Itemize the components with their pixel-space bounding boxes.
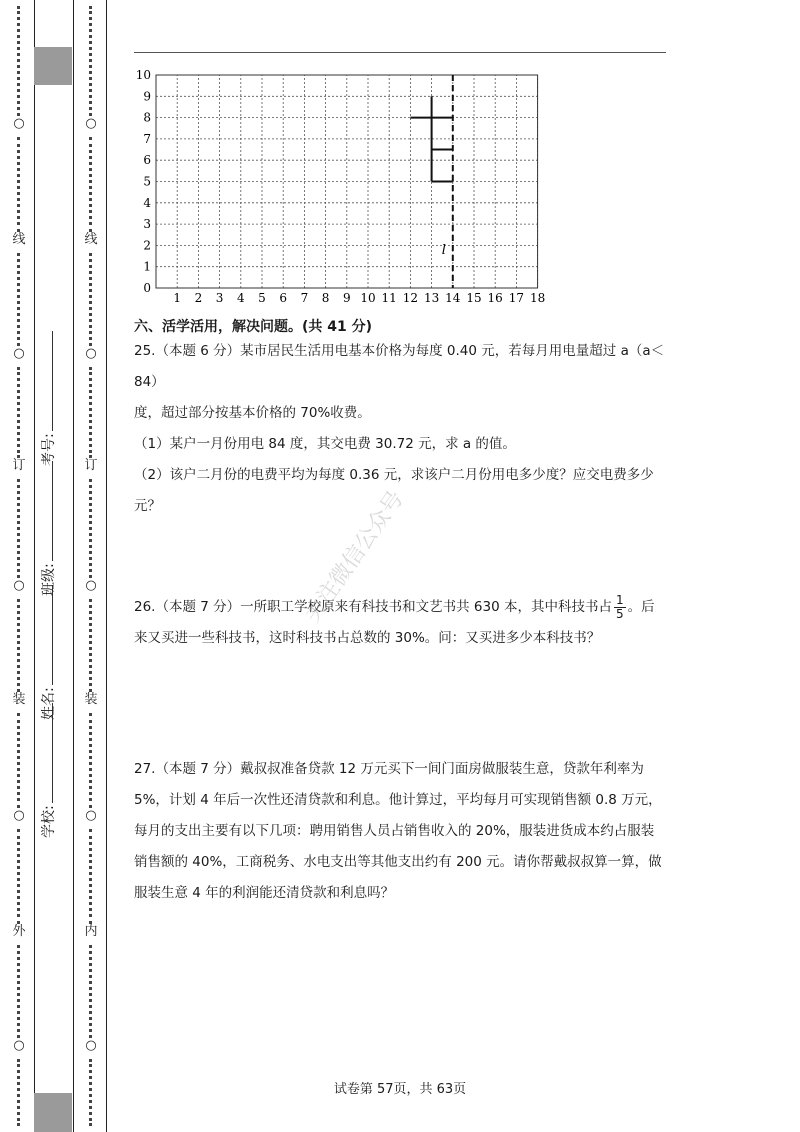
y-tick-label: 0: [143, 281, 151, 295]
x-tick-label: 5: [258, 291, 266, 304]
exam-number-blank[interactable]: [40, 331, 53, 431]
x-tick-label: 16: [487, 291, 503, 304]
outer-dots: [17, 253, 23, 346]
inner-dots: [89, 137, 95, 232]
x-tick-label: 9: [342, 291, 351, 304]
grid-svg: [134, 64, 554, 304]
x-tick-label: 13: [423, 291, 440, 304]
outer-mark: ○: [13, 116, 25, 131]
x-tick-label: 14: [445, 291, 461, 304]
x-tick-label: 3: [215, 291, 224, 304]
x-tick-label: 8: [321, 291, 330, 304]
question-26: [134, 592, 666, 654]
section-title: 六、活学活用，解决问题。(共 41 分): [134, 319, 373, 335]
margin-rule: [106, 0, 107, 1132]
q27-line5: 服装生意 4 年的利润能还清贷款和利息吗？: [134, 885, 395, 901]
q27-line2: 5%，计划 4 年后一次性还清贷款和利息。他计算过，平均每月可实现销售额 0.8 万元，: [134, 792, 662, 808]
q26-line1: [134, 592, 666, 623]
name-blank[interactable]: [40, 585, 53, 685]
q25-line2: 度，超过部分按基本价格的 70%收费。: [134, 405, 371, 421]
outer-mark: ○: [13, 808, 25, 823]
x-tick-label: 11: [381, 291, 397, 304]
exam-number-field: [38, 331, 58, 466]
q26-frac-denominator: 5: [616, 606, 624, 621]
page-footer: 试卷第 57页，共 63页: [333, 1082, 467, 1097]
inner-mark: ○: [85, 346, 97, 361]
q26-line2: 来又买进一些科技书，这时科技书占总数的 30%。问：又买进多少本科技书？: [134, 630, 601, 646]
x-tick-label: 18: [529, 291, 546, 304]
y-tick-label: 6: [143, 153, 151, 168]
inner-dots: [89, 6, 95, 116]
x-tick-label: 15: [466, 291, 482, 304]
question-27: [134, 754, 666, 909]
outer-mark: ○: [13, 578, 25, 593]
binding-band-top-block: [34, 47, 72, 85]
inner-cut-line: [84, 0, 98, 1132]
binding-margin: [0, 0, 108, 1132]
inner-dots: [89, 367, 95, 458]
class-blank[interactable]: [40, 461, 53, 561]
grid-figure: [134, 64, 554, 304]
y-tick-label: 8: [143, 110, 151, 125]
q25-part2b: 元？: [134, 498, 161, 514]
q25-part1: （1）某户一月份用电 84 度，其交电费 30.72 元，求 a 的值。: [134, 436, 516, 452]
outer-cut-line: [12, 0, 26, 1132]
outer-dots: [17, 367, 23, 458]
q26-fraction: [614, 594, 626, 621]
x-tick-label: 12: [402, 291, 419, 304]
inner-dots: [89, 479, 95, 578]
outer-dots: [17, 599, 23, 692]
inner-dots: [89, 713, 95, 808]
outer-mark: 外: [12, 924, 26, 939]
y-tick-label: 9: [143, 89, 151, 104]
q27-line4: 销售额的 40%，工商税务、水电支出等其他支出约有 200 元。请你帮戴叔叔算一算，做: [134, 854, 662, 870]
symmetry-axis-label: l: [441, 242, 446, 258]
inner-mark: ○: [85, 116, 97, 131]
inner-dots: [89, 945, 95, 1038]
outer-mark: 订: [12, 458, 26, 473]
school-label: 学校:: [41, 805, 57, 838]
inner-dots: [89, 253, 95, 346]
inner-mark: 线: [84, 232, 98, 247]
q27-line3: 每月的支出主要有以下几项：聘用销售人员占销售收入的 20%，服装进货成本约占服装: [134, 823, 655, 839]
q25-line1: 25.（本题 6 分）某市居民生活用电基本价格为每度 0.40 元，若每月用电量超过 a（a＜84）: [134, 343, 665, 390]
outer-dots: [17, 713, 23, 808]
outer-mark: ○: [13, 1038, 25, 1053]
header-rule: [134, 52, 666, 53]
inner-mark: ○: [85, 808, 97, 823]
inner-mark: ○: [85, 578, 97, 593]
school-field: [38, 703, 58, 838]
x-tick-label: 6: [279, 291, 288, 304]
inner-dots: [89, 829, 95, 924]
q26-line1-b: 。后: [627, 599, 655, 615]
outer-dots: [17, 829, 23, 924]
x-tick-label: 4: [236, 291, 245, 304]
outer-mark: 线: [12, 232, 26, 247]
q27-line1: 27.（本题 7 分）戴叔叔准备贷款 12 万元买下一间门面房做服装生意，贷款年利率为: [134, 761, 644, 777]
q26-line1-a: 26.（本题 7 分）一所职工学校原来有科技书和文艺书共 630 本，其中科技书占: [134, 599, 612, 615]
inner-mark: 订: [84, 458, 98, 473]
outer-mark: 装: [12, 692, 26, 707]
watermark: 关注微信公众号: [300, 486, 409, 628]
y-tick-label: 10: [135, 68, 151, 82]
class-label: 班级:: [41, 563, 57, 596]
inner-mark: 内: [84, 924, 98, 939]
outer-dots: [17, 479, 23, 578]
y-tick-label: 4: [143, 195, 151, 210]
x-tick-label: 7: [300, 291, 309, 304]
outer-dots: [17, 945, 23, 1038]
x-tick-label: 1: [173, 291, 182, 304]
q26-frac-numerator: 1: [616, 592, 624, 607]
outer-dots: [17, 6, 23, 116]
binding-band-bottom-block: [34, 1093, 72, 1132]
y-tick-label: 7: [143, 131, 151, 146]
name-field: [38, 585, 58, 720]
inner-dots: [89, 599, 95, 692]
class-field: [38, 461, 58, 596]
x-tick-label: 17: [508, 291, 525, 304]
x-tick-label: 2: [194, 291, 203, 304]
inner-mark: ○: [85, 1038, 97, 1053]
y-tick-label: 1: [143, 259, 151, 274]
outer-dots: [17, 137, 23, 232]
exam-number-label: 考号:: [41, 433, 57, 466]
outer-mark: ○: [13, 346, 25, 361]
inner-mark: 装: [84, 692, 98, 707]
y-tick-label: 5: [143, 174, 151, 189]
x-tick-label: 10: [360, 291, 376, 304]
y-tick-label: 3: [143, 217, 151, 232]
y-tick-label: 2: [143, 238, 151, 253]
q25-part2a: （2）该户二月份的电费平均为每度 0.36 元，求该户二月份用电多少度？应交电费多少: [134, 467, 654, 483]
name-label: 姓名:: [41, 687, 57, 720]
